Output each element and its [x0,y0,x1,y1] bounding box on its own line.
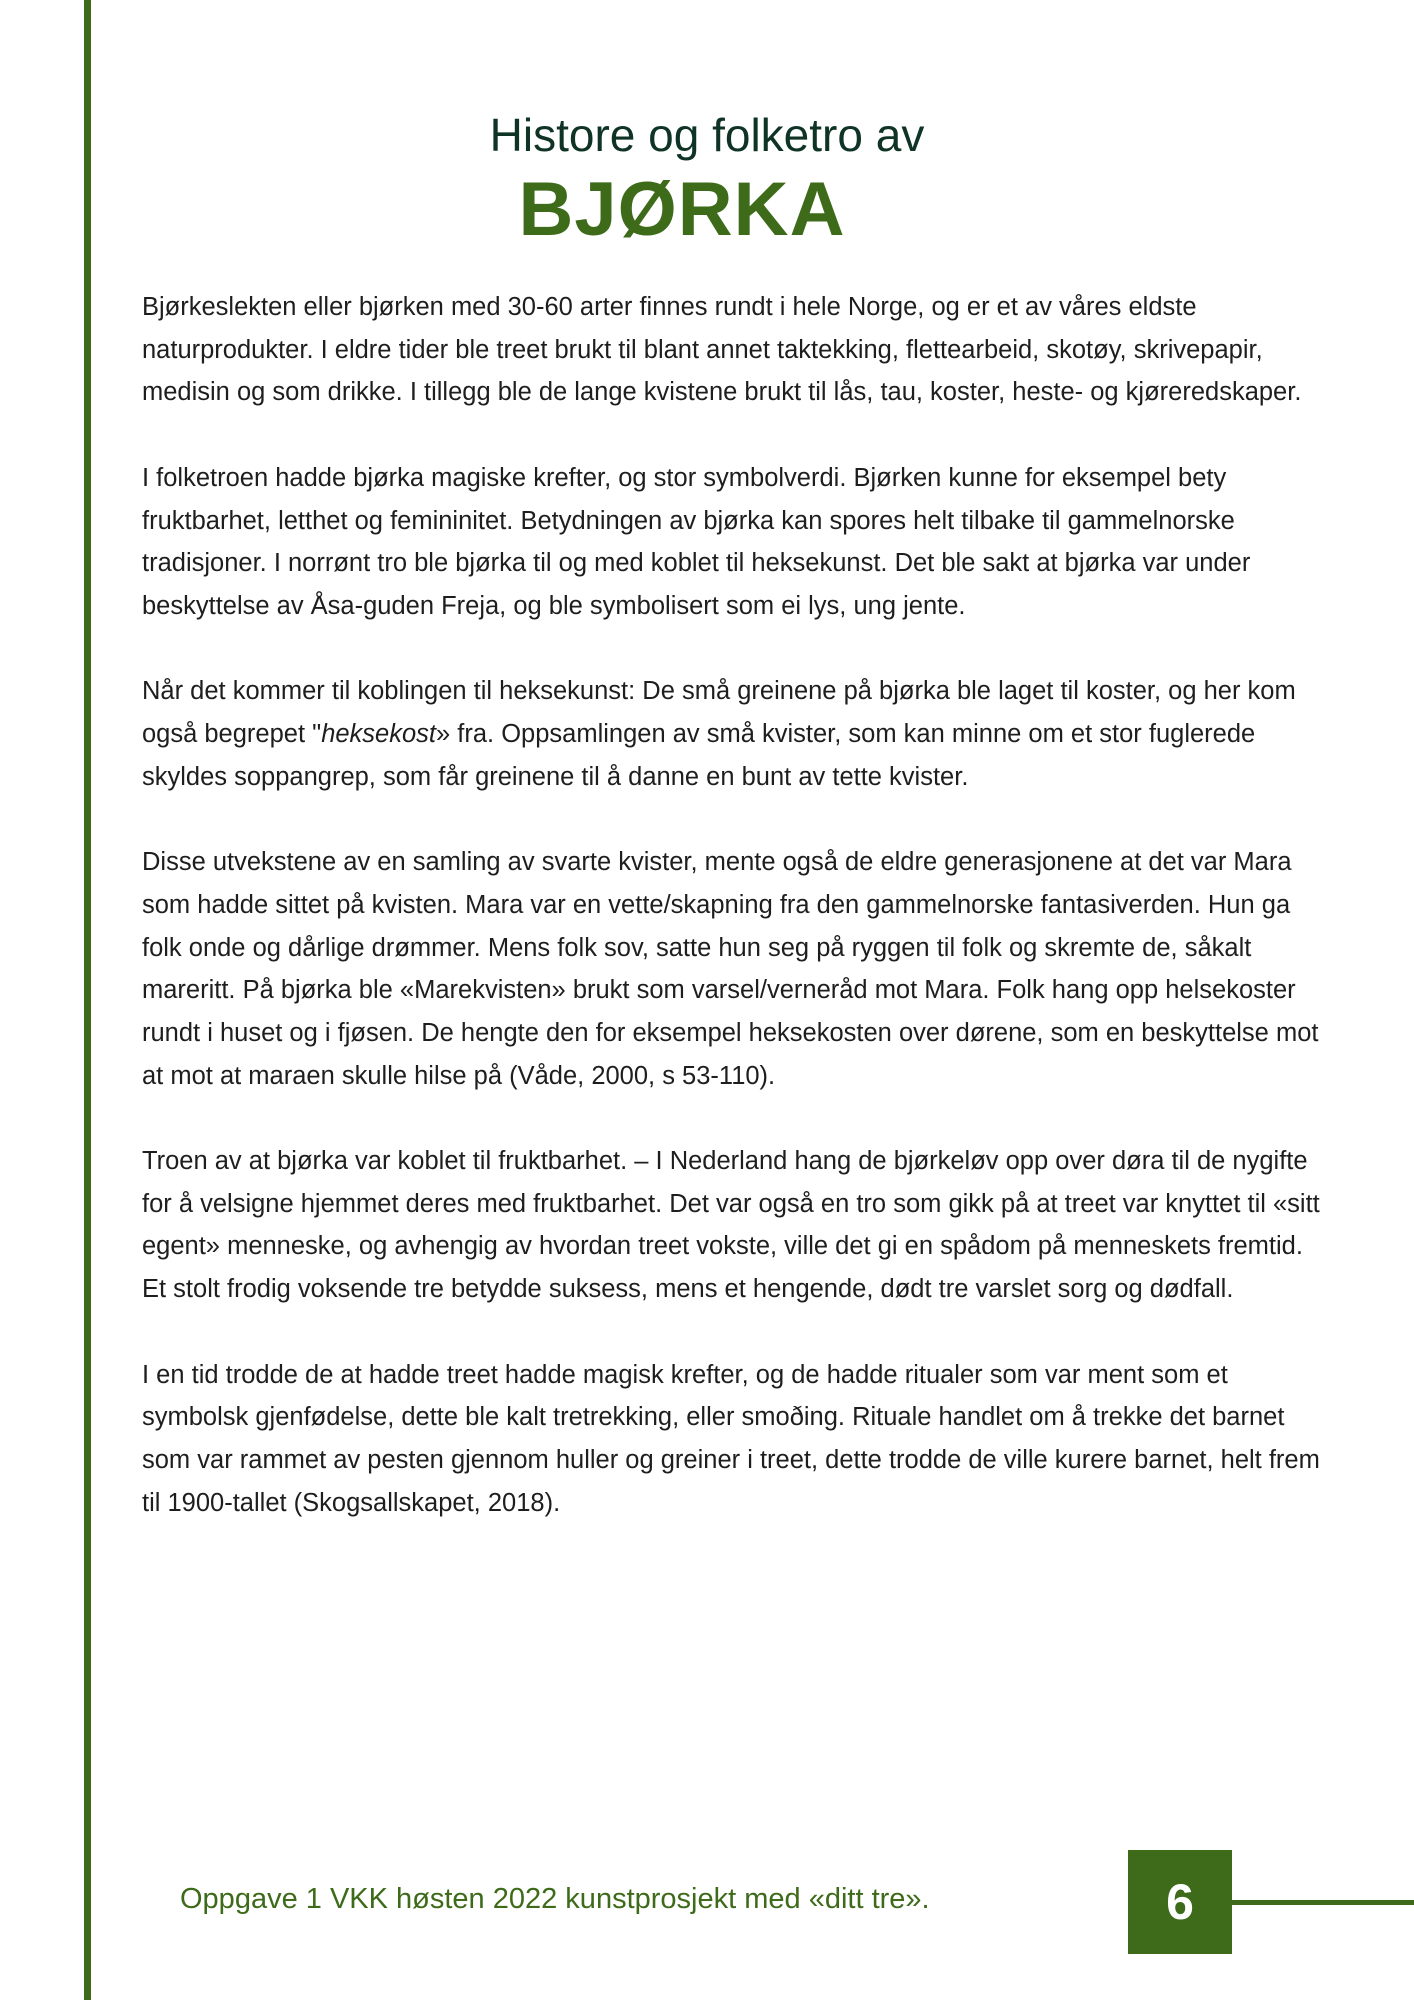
paragraph-heksekunst-part1: Når det kommer til koblingen til heksekunst: De små greinene på bjørka ble laget til koster, og her kom også begrepet " [142,677,1296,748]
paragraph-heksekunst-part2: » fra. Oppsamlingen av små kvister, som kan minne om et stor fuglerede skyldes soppangrep, som får greinene til å danne en bunt av tette kvister. [142,720,1256,791]
footer-caption: Oppgave 1 VKK høsten 2022 kunstprosjekt med «ditt tre». [180,1883,930,1915]
page-title: BJØRKA [518,167,846,252]
paragraph-folketro: I folketroen hadde bjørka magiske krefter, og stor symbolverdi. Bjørken kunne for eksempel bety fruktbarhet, letthet og femininitet. Betydningen av bjørka kan spores helt tilbake til gammelnorske tradisjoner. I norrønt tro ble bjørka til og med koblet til heksekunst. Det ble sakt at bjørka var under beskyttelse av Åsa-guden Freja, og ble symbolisert som ei lys, ung jente. [142,463,1251,620]
heksekost-term: heksekost [321,720,436,748]
page-number: 6 [1166,1874,1194,1930]
paragraph-fruktbarhet: Troen av at bjørka var koblet til fruktbarhet. – I Nederland hang de bjørkeløv opp over døra til de nygifte for å velsigne hjemmet deres med fruktbarhet. Det var også en tro som gikk på at treet var knyttet til «sitt egent» menneske, og avhengig av hvordan treet vokste, ville det gi en spådom på menneskets fremtid. Et stolt frodig voksende tre betydde suksess, mens et hengende, dødt tre varslet sorg og dødfall. [142,1147,1320,1304]
paragraph-mara: Disse utvekstene av en samling av svarte kvister, mente også de eldre generasjonene at det var Mara som hadde sittet på kvisten. Mara var en vette/skapning fra den gammelnorske fantasiverden. Hun ga folk onde og dårlige drømmer. Mens folk sov, satte hun seg på ryggen til folk og skremte de, såkalt mareritt. På bjørka ble «Marekvisten» brukt som varsel/verneråd mot Mara. Folk hang opp helsekoster rundt i huset og i fjøsen. De hengte den for eksempel heksekosten over dørene, som en beskyttelse mot at mot at maraen skulle hilse på (Våde, 2000, s 53-110). [142,848,1319,1090]
paragraph-intro: Bjørkeslekten eller bjørken med 30-60 arter finnes rundt i hele Norge, og er et av våres eldste naturprodukter. I eldre tider ble treet brukt til blant annet taktekking, flettearbeid, skotøy, skrivepapir, medisin og som drikke. I tillegg ble de lange kvistene brukt til lås, tau, koster, heste- og kjøreredskaper. [142,293,1302,407]
page-pretitle [0,108,1414,162]
article-body [142,286,1322,1567]
page-pretitle-text: Histore og folketro av [489,109,925,161]
left-margin-rule [84,0,91,2000]
paragraph-heksekunst [142,670,1322,798]
page-number-rule [1232,1900,1414,1905]
page-number-badge [1128,1850,1232,1954]
paragraph-tretrekking: I en tid trodde de at hadde treet hadde magisk krefter, og de hadde ritualer som var ment som et symbolsk gjenfødelse, dette ble kalt tretrekking, eller smoðing. Rituale handlet om å trekke det barnet som var rammet av pesten gjennom huller og greiner i treet, dette trodde de ville kurere barnet, helt frem til 1900-tallet (Skogsallskapet, 2018). [142,1360,1320,1517]
